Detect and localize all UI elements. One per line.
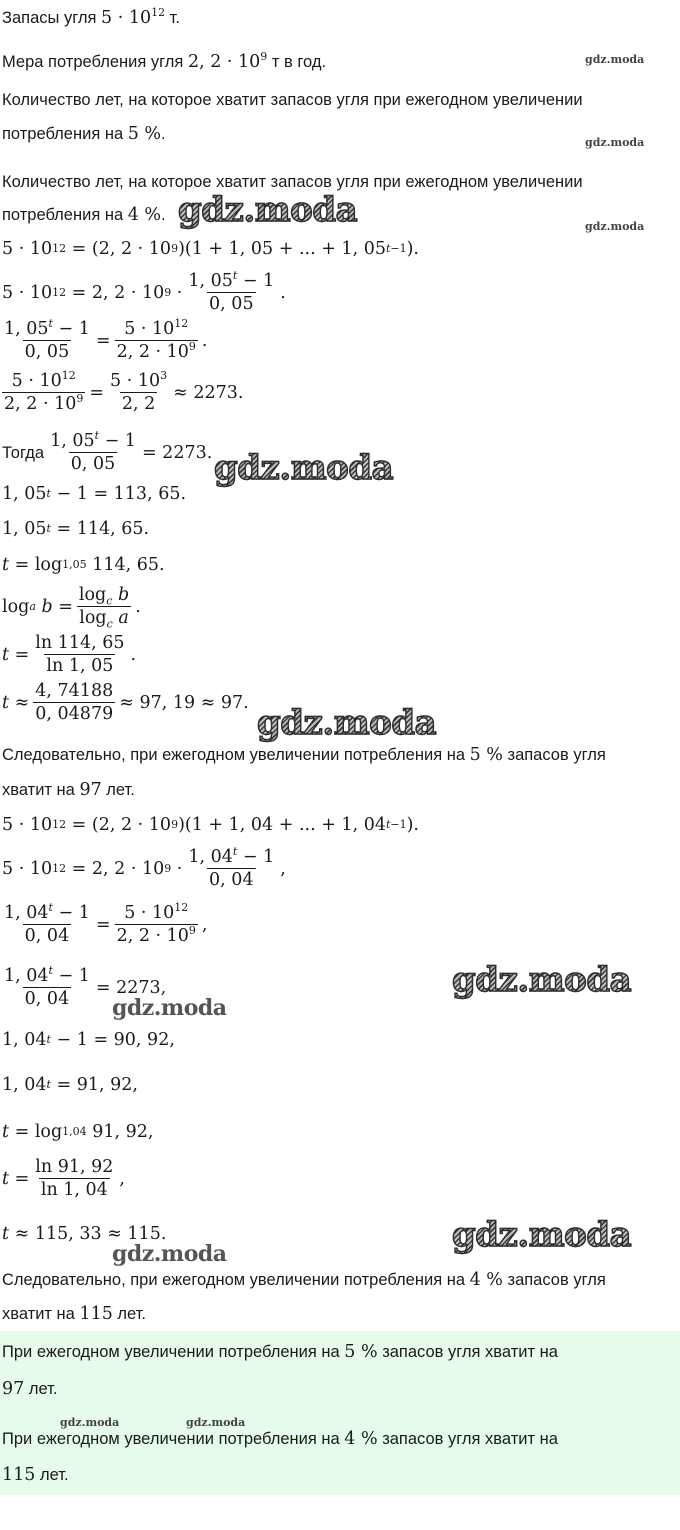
coal-reserves-value: $5 \cdot 10^{12}$ (101, 6, 166, 28)
consumption-value: 2, $2 \cdot 10^9$ (187, 50, 268, 72)
equation: t = $\frac{\ln 91, 92}{\ln 1, 04}$ , (2, 1157, 125, 1200)
equation: $\frac{1, 05^t - 1}{0, 05}$ = $\frac{5 \cdot 10^{12}}{2, 2 \cdot 10^9}$ . (4, 317, 208, 362)
equation: t = $\frac{\ln 114, 65}{\ln 1, 05}$ . (2, 633, 137, 676)
watermark-small: gdz.moda (60, 1416, 120, 1429)
equation: $\frac{1, 04^t - 1}{0, 04}$ = $\frac{5 \cdot 10^{12}}{2, 2 \cdot 10^9}$ , (4, 901, 208, 946)
watermark-small: gdz.moda (585, 136, 645, 149)
coal-reserves-line: Запасы угля $5 \cdot 10^{12}$ т. (2, 6, 180, 28)
question-5pct-line1: Количество лет, на которое хватит запасов угля при ежегодном увеличении (2, 91, 583, 109)
watermark-medium: gdz.moda (112, 995, 227, 1021)
equation: t ≈ $\frac{4, 74188}{0, 04879}$ ≈ 97, 19 ≈ 97. (2, 681, 249, 724)
equation: t = log 1,05 114, 65. (2, 555, 165, 575)
equation: 1, 04 t − 1 = 90, 92, (2, 1030, 175, 1050)
equation: 1, 05 t − 1 = 113, 65. (2, 484, 187, 504)
watermark-large: gdz.moda (214, 448, 394, 488)
answer-4pct-line2: 115 лет. (2, 1465, 69, 1485)
conclusion-5pct-line1: Следовательно, при ежегодном увеличении потребления на 5 % запасов угля (2, 745, 606, 765)
conclusion-4pct-line2: хватит на 115 лет. (2, 1304, 146, 1324)
equation: 5 · 10 12 = (2, 2 · 10 9 )(1 + 1, 05 + ... + 1, 05 t−1 ). (2, 239, 419, 259)
equation: 5 · 10 12 = 2, 2 · 10 9 · $\frac{1, 05^t - 1}{0, 05}$ . (2, 269, 286, 314)
watermark-large: gdz.moda (452, 1215, 632, 1255)
answer-5pct-line2: 97 лет. (2, 1379, 58, 1399)
watermark-small: gdz.moda (186, 1416, 246, 1429)
watermark-large: gdz.moda (257, 703, 437, 743)
equation: $\frac{1, 04^t - 1}{0, 04}$ = 2273, (4, 964, 167, 1009)
equation: Тогда $\frac{1, 05^t - 1}{0, 05}$ = 2273. (2, 429, 213, 474)
question-5pct-line2: потребления на 5 %. (2, 124, 166, 144)
watermark-small: gdz.moda (585, 53, 645, 66)
conclusion-5pct-line2: хватит на 97 лет. (2, 780, 135, 800)
coal-reserves-label: Запасы угля (2, 9, 101, 27)
consumption-line: Мера потребления угля 2, $2 \cdot 10^9$ т в год. (2, 50, 327, 72)
question-4pct-line2: потребления на 4 %. (2, 205, 166, 225)
equation: 5 · 10 12 = 2, 2 · 10 9 · $\frac{1, 04^t - 1}{0, 04}$ , (2, 845, 286, 890)
answer-4pct-line1: При ежегодном увеличении потребления на 4 % запасов угля хватит на (2, 1429, 558, 1449)
watermark-large: gdz.moda (452, 960, 632, 1000)
watermark-medium: gdz.moda (112, 1241, 227, 1267)
equation: t ≈ 115, 33 ≈ 115. (2, 1224, 167, 1244)
answer-5pct-line1: При ежегодном увеличении потребления на 5 % запасов угля хватит на (2, 1342, 558, 1362)
question-4pct-line1: Количество лет, на которое хватит запасов угля при ежегодном увеличении (2, 173, 583, 191)
conclusion-4pct-line1: Следовательно, при ежегодном увеличении потребления на 4 % запасов угля (2, 1270, 606, 1290)
equation: 1, 04 t = 91, 92, (2, 1075, 138, 1095)
equation: 5 · 10 12 = (2, 2 · 10 9 )(1 + 1, 04 + ... + 1, 04 t−1 ). (2, 815, 419, 835)
watermark-small: gdz.moda (585, 220, 645, 233)
equation: t = log 1,04 91, 92, (2, 1122, 154, 1142)
equation: 1, 05 t = 114, 65. (2, 519, 150, 539)
watermark-large: gdz.moda (178, 190, 358, 230)
equation: $\frac{5 \cdot 10^{12}}{2, 2 \cdot 10^9}$ = $\frac{5 \cdot 10^3}{2, 2}$ ≈ 2273. (4, 369, 244, 414)
equation: log a b = $\frac{\log_c b}{\log_c a}$ . (2, 585, 141, 631)
